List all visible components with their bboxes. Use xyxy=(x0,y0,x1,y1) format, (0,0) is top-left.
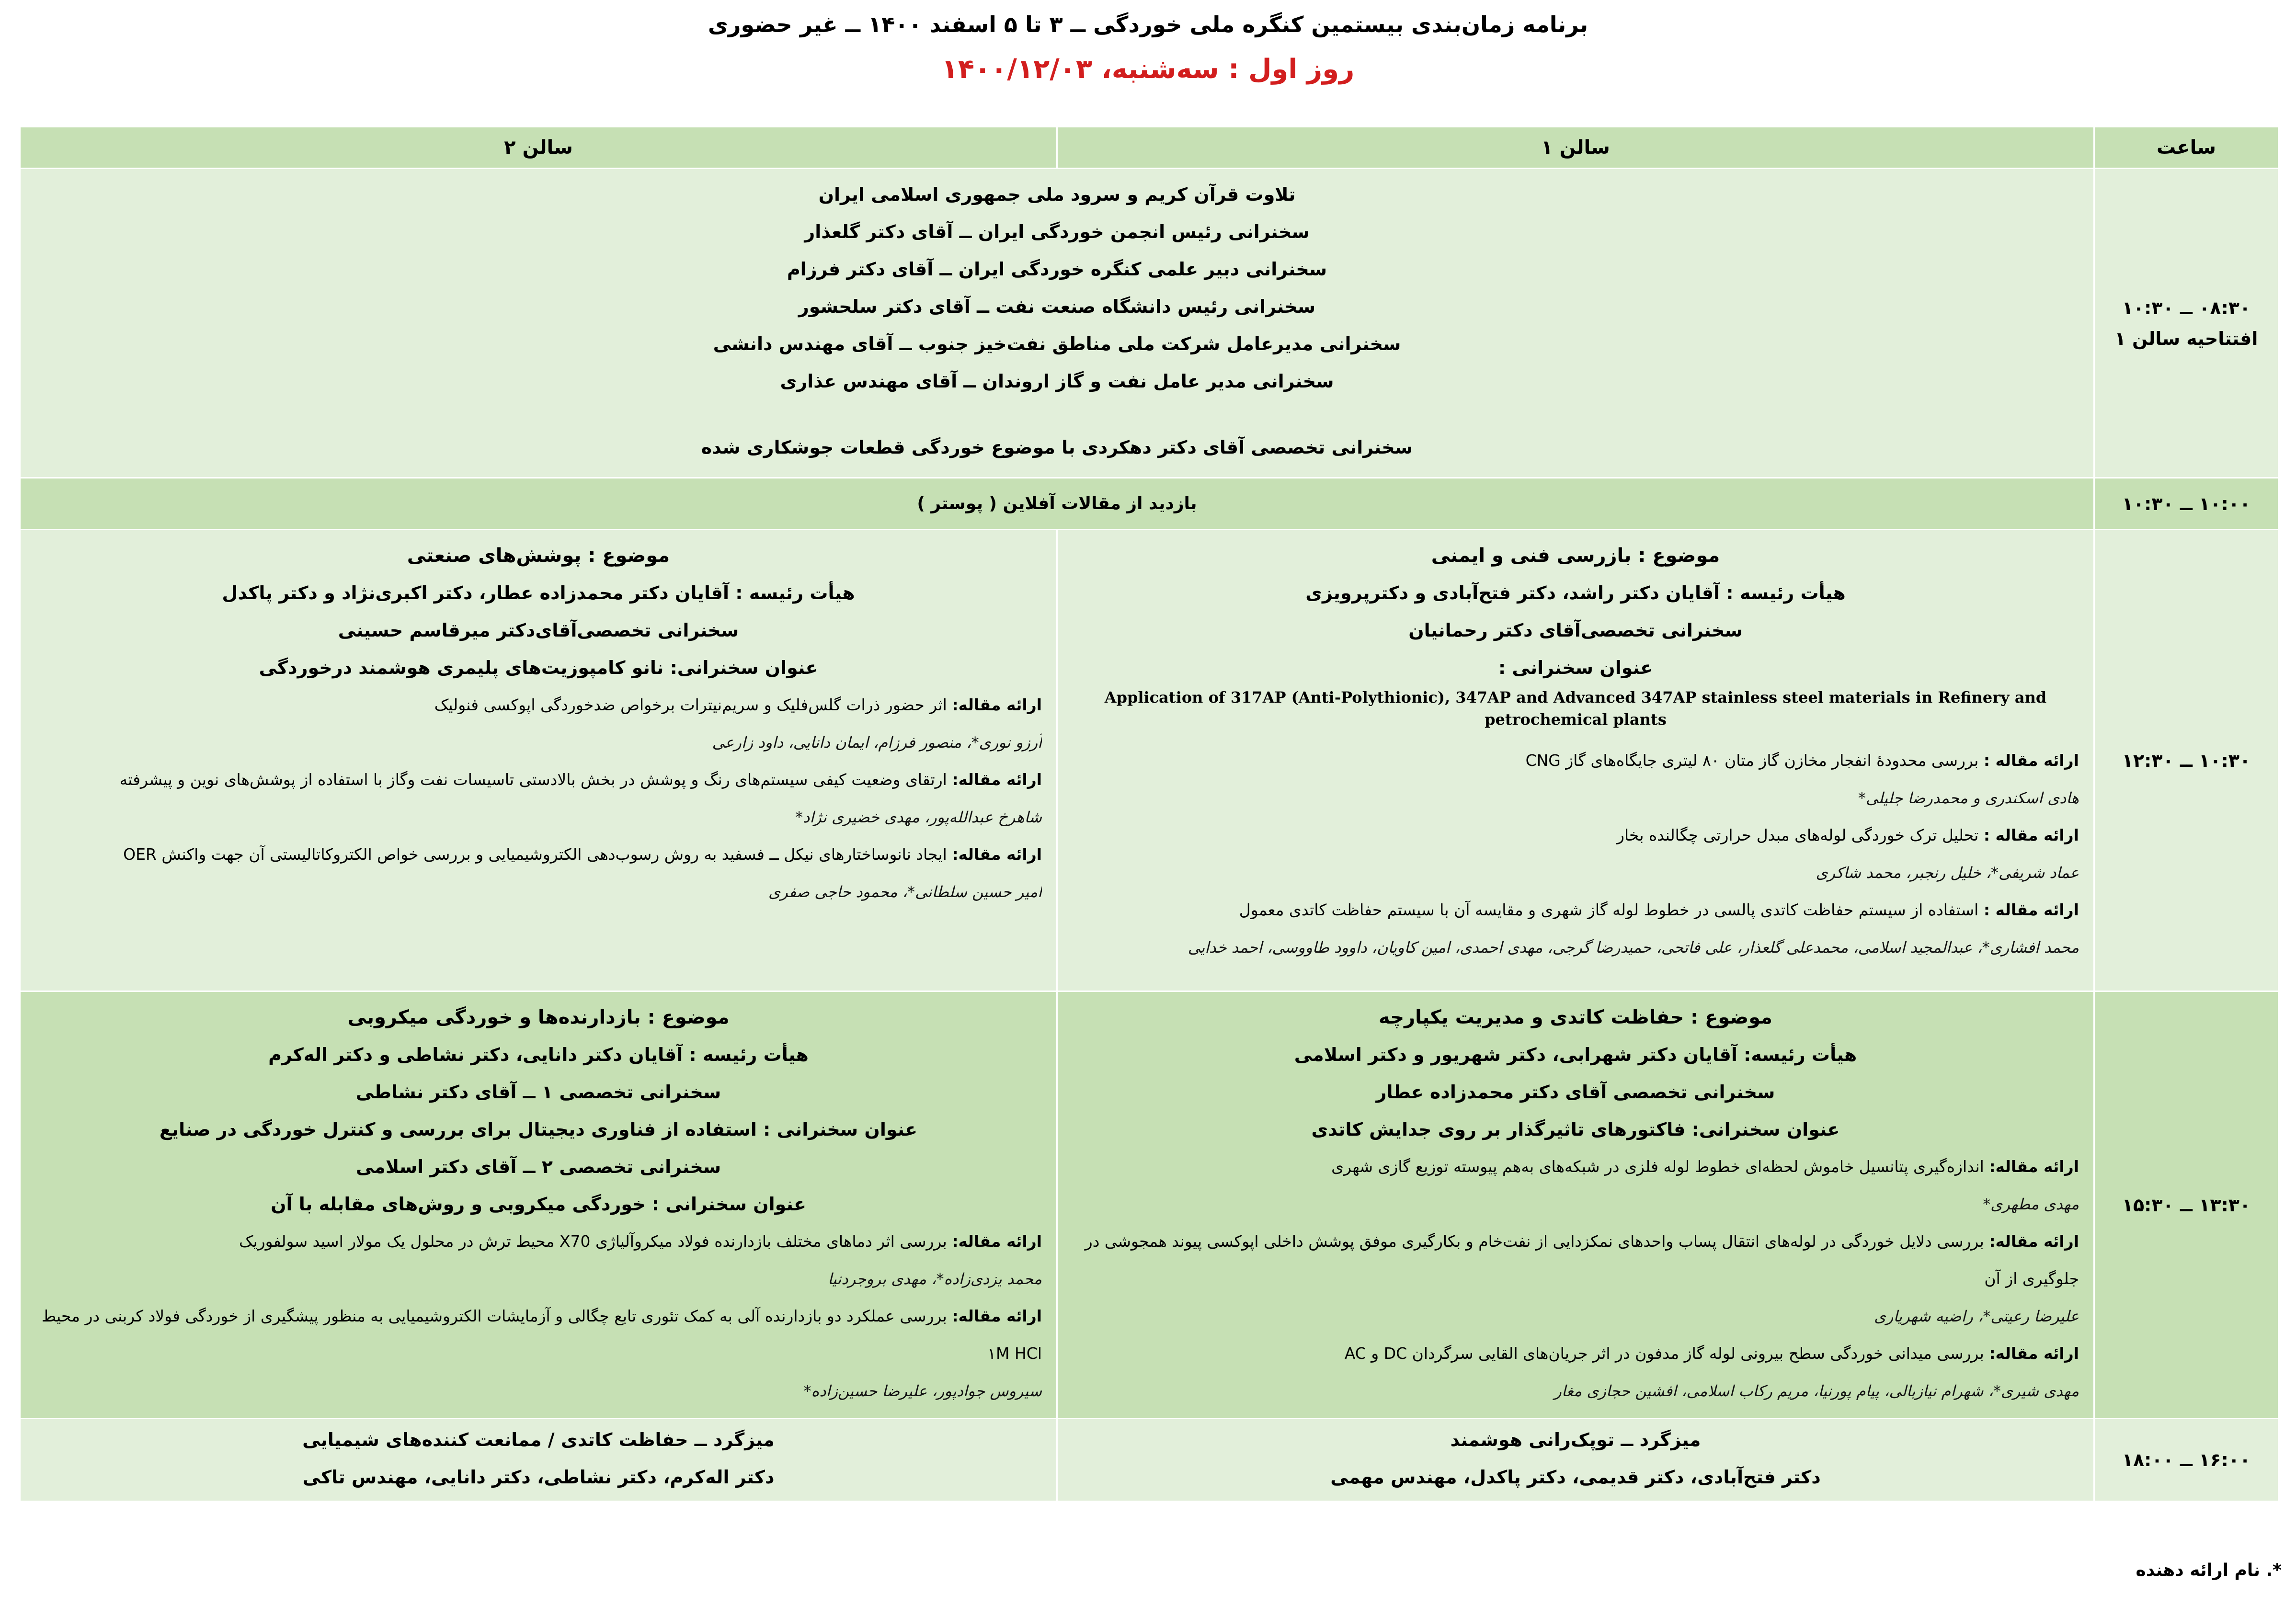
paper-label: ارائه مقاله : xyxy=(1983,900,2079,919)
roundtable-hall2-people: دکتر اله‌کرم، دکتر نشاطی، دکتر دانایی، مهندس تاکی xyxy=(302,1467,775,1488)
opening-line: سخنرانی رئیس انجمن خوردگی ایران ــ آقای دکتر گلعذار xyxy=(804,221,1310,242)
paper-authors: مهدی مطهری* xyxy=(1983,1195,2079,1213)
session2-hall1-talk: عنوان سخنرانی: فاکتورهای تاثیرگذار بر روی جدایش کاتدی xyxy=(1311,1119,1840,1140)
paper-authors: محمد افشاری*، عبدالمجید اسلامی، محمدعلی گلعذار، علی فاتحی، حمیدرضا گرجی، مهدی احمدی، امین کاویان، داوود طاووسی، احمد خدایی xyxy=(1188,938,2079,957)
paper-label: ارائه مقاله: xyxy=(952,1232,1042,1251)
paper-title: ارائه مقاله: اندازه‌گیری پتانسیل خاموش لحظه‌ای خطوط لوله فلزی در شبکه‌های به‌هم پیوسته توزیع گازی شهری xyxy=(1331,1157,2079,1176)
paper-authors: امیر حسین سلطانی*، محمود حاجی صفری xyxy=(768,883,1042,901)
roundtable-time: ۱۶:۰۰ ــ ۱۸:۰۰ xyxy=(2094,1419,2279,1502)
paper-title: ارائه مقاله: اثر حضور ذرات گلس‌فلیک و سریم‌نیترات برخواص ضدخوردگی اپوکسی فنولیک xyxy=(434,695,1042,714)
session1-hall2-talk: عنوان سخنرانی: نانو کامپوزیت‌های پلیمری هوشمند درخوردگی xyxy=(259,657,818,678)
session1-hall2-chair: هیأت رئیسه : آقایان دکتر محمدزاده عطار، دکتر اکبری‌نژاد و دکتر پاکدل xyxy=(222,582,855,604)
table-row-opening xyxy=(20,169,2279,478)
session2-hall2 xyxy=(20,991,1057,1419)
paper-authors: مهدی شیری*، شهرام نیازبالی، پیام پورنیا، مریم رکاب اسلامی، افشین حجازی مغار xyxy=(1554,1382,2079,1400)
paper-title: ارائه مقاله: بررسی دلایل خوردگی در لوله‌های انتقال پساب واحدهای نمکزدایی از نفت‌خام و بکارگیری موفق پوشش داخلی اپوکسی پیوند همجوشی در جلوگیری از آن xyxy=(1085,1232,2079,1288)
roundtable-hall2 xyxy=(20,1419,1057,1502)
header-hall2: سالن ۲ xyxy=(20,127,1057,169)
page-subtitle: روز اول : سه‌شنبه، ۱۴۰۰/۱۲/۰۳ xyxy=(941,54,1355,85)
header-time: ساعت xyxy=(2094,127,2279,169)
session2-hall2-talk1: عنوان سخنرانی : استفاده از فناوری دیجیتال برای بررسی و کنترل خوردگی در صنایع xyxy=(159,1119,918,1140)
paper-label: ارائه مقاله: xyxy=(952,845,1042,864)
opening-line: سخنرانی مدیرعامل شرکت ملی مناطق نفت‌خیز جنوب ــ آقای مهندس دانشی xyxy=(713,333,1401,354)
opening-line: سخنرانی دبیر علمی کنگره خوردگی ایران ــ آقای دکتر فرزام xyxy=(787,259,1327,280)
session2-hall1-keynote: سخنرانی تخصصی آقای دکتر محمدزاده عطار xyxy=(1376,1082,1775,1103)
poster-text: بازدید از مقالات آفلاین ( پوستر ) xyxy=(917,493,1197,513)
paper-authors: محمد یزدی‌زاده*، مهدی بروجردنیا xyxy=(828,1270,1042,1288)
session1-hall1-topic: موضوع : بازرسی فنی و ایمنی xyxy=(1431,545,1720,567)
session2-hall2-keynote2: سخنرانی تخصصی ۲ ــ آقای دکتر اسلامی xyxy=(355,1156,721,1177)
session1-hall1-talk-title: Application of 317AP (Anti-Polythionic), 347AP and Advanced 347AP stainless steel materials in Refinery and petrochemical plants xyxy=(1104,688,2047,729)
paper-label: ارائه مقاله: xyxy=(952,1307,1042,1325)
session2-hall1 xyxy=(1057,991,2094,1419)
poster-time: ۱۰:۰۰ ــ ۱۰:۳۰ xyxy=(2094,478,2279,530)
opening-content xyxy=(20,169,2094,478)
roundtable-hall1 xyxy=(1057,1419,2094,1502)
session2-hall2-talk2: عنوان سخنرانی : خوردگی میکروبی و روش‌های مقابله با آن xyxy=(271,1194,806,1215)
paper-title: ارائه مقاله : بررسی محدودهٔ انفجار مخازن گاز متان ۸۰ لیتری جایگاه‌های گاز CNG xyxy=(1525,751,2079,770)
paper-title: ارائه مقاله: ایجاد نانوساختارهای نیکل ــ فسفید به روش رسوب‌دهی الکتروشیمیایی و بررسی خواص الکتروکاتالیستی آن جهت واکنش OER xyxy=(123,845,1042,864)
footnote: *. نام ارائه دهنده xyxy=(2136,1560,2282,1580)
paper-title: ارائه مقاله: بررسی اثر دماهای مختلف بازدارنده فولاد میکروآلیاژی X70 محیط ترش در محلول یک مولار اسید سولفوریک xyxy=(239,1232,1042,1251)
paper-authors: هادی اسکندری و محمدرضا جلیلی* xyxy=(1858,789,2079,807)
paper-label: ارائه مقاله: xyxy=(1989,1157,2079,1176)
paper-label: ارائه مقاله: xyxy=(952,695,1042,714)
paper-authors: علیرضا رعیتی*، راضیه شهریاری xyxy=(1874,1307,2079,1325)
paper-label: ارائه مقاله : xyxy=(1983,751,2079,770)
session1-time: ۱۰:۳۰ ــ ۱۲:۳۰ xyxy=(2094,530,2279,991)
roundtable-hall1-people: دکتر فتح‌آبادی، دکتر قدیمی، دکتر پاکدل، مهندس مهمی xyxy=(1330,1467,1821,1488)
opening-time: ۰۸:۳۰ ــ ۱۰:۳۰ xyxy=(2122,297,2251,319)
roundtable-hall1-title: میزگرد ــ توپک‌رانی هوشمند xyxy=(1450,1429,1701,1450)
poster-cell xyxy=(20,478,2094,530)
session1-hall1-chair: هیأت رئیسه : آقایان دکتر راشد، دکتر فتح‌آبادی و دکترپرویزی xyxy=(1305,582,1846,604)
session1-hall1 xyxy=(1057,530,2094,991)
session1-hall2 xyxy=(20,530,1057,991)
paper-authors: آرزو نوری*، منصور فرزام، ایمان دانایی، داود زارعی xyxy=(712,733,1042,752)
paper-authors: عماد شریفی*، خلیل رنجبر، محمد شاکری xyxy=(1816,864,2079,882)
paper-title: ارائه مقاله : استفاده از سیستم حفاظت کاتدی پالسی در خطوط لوله گاز شهری و مقایسه آن با سیستم حفاظت کاتدی معمول xyxy=(1239,900,2079,919)
session2-time: ۱۳:۳۰ ــ ۱۵:۳۰ xyxy=(2094,991,2279,1419)
opening-line: تلاوت قرآن کریم و سرود ملی جمهوری اسلامی ایران xyxy=(818,184,1296,205)
opening-special-talk: سخنرانی تخصصی آقای دکتر دهکردی با موضوع خوردگی قطعات جوشکاری شده xyxy=(701,437,1413,458)
paper-title: ارائه مقاله: بررسی عملکرد دو بازدارنده آلی به کمک تئوری تابع چگالی و آزمایشات الکتروشیمیایی به منظور پیشگیری از خوردگی فولاد کربنی در محیط ۱M HCl xyxy=(41,1307,1042,1363)
header-hall1: سالن ۱ xyxy=(1057,127,2094,169)
table-row-roundtable xyxy=(20,1419,2279,1502)
table-header-row xyxy=(20,127,2279,169)
session2-hall2-topic: موضوع : بازدارنده‌ها و خوردگی میکروبی xyxy=(347,1006,730,1028)
paper-label: ارائه مقاله: xyxy=(1989,1232,2079,1251)
paper-authors: سیروس جوادپور، علیرضا حسین‌زاده* xyxy=(803,1382,1042,1400)
opening-time-cell xyxy=(2094,169,2279,478)
page-title: برنامه زمان‌بندی بیستمین کنگره ملی خوردگی ــ ۳ تا ۵ اسفند ۱۴۰۰ ــ غیر حضوری xyxy=(708,11,1588,37)
table-row-poster xyxy=(20,478,2279,530)
schedule-table xyxy=(19,126,2279,1502)
session2-hall2-keynote1: سخنرانی تخصصی ۱ ــ آقای دکتر نشاطی xyxy=(355,1082,721,1103)
opening-label: افتتاحیه سالن ۱ xyxy=(2114,328,2258,349)
session2-hall2-chair: هیأت رئیسه : آقایان دکتر دانایی، دکتر نشاطی و دکتر اله‌کرم xyxy=(268,1044,809,1065)
paper-title: ارائه مقاله : تحلیل ترک خوردگی لوله‌های مبدل حرارتی چگالنده بخار xyxy=(1617,826,2079,844)
table-row-session1 xyxy=(20,530,2279,991)
paper-title: ارائه مقاله: ارتقای وضعیت کیفی سیستم‌های رنگ و پوشش در بخش بالادستی تاسیسات نفت وگاز با استفاده از پوشش‌های نوین و پیشرفته xyxy=(119,770,1042,789)
opening-line: سخنرانی مدیر عامل نفت و گاز اروندان ــ آقای مهندس عذاری xyxy=(780,371,1334,392)
session2-hall1-chair: هیأت رئیسه: آقایان دکتر شهرابی، دکتر شهریور و دکتر اسلامی xyxy=(1294,1044,1857,1065)
paper-label: ارائه مقاله : xyxy=(1983,826,2079,844)
paper-label: ارائه مقاله: xyxy=(952,770,1042,789)
paper-title: ارائه مقاله: بررسی میدانی خوردگی سطح بیرونی لوله گاز مدفون در اثر جریان‌های القایی سرگردان DC و AC xyxy=(1344,1344,2079,1363)
session1-hall2-topic: موضوع : پوشش‌های صنعتی xyxy=(407,545,670,567)
session1-hall2-keynote: سخنرانی تخصصی‌آقای‌دکتر میرقاسم حسینی xyxy=(338,620,739,641)
paper-label: ارائه مقاله: xyxy=(1989,1344,2079,1363)
session1-hall1-talk-label: عنوان سخنرانی : xyxy=(1498,657,1653,678)
paper-authors: شاهرخ عبدالله‌پور، مهدی خضیری نژاد* xyxy=(795,808,1042,826)
session2-hall1-topic: موضوع : حفاظت کاتدی و مدیریت یکپارچه xyxy=(1379,1006,1772,1028)
session1-hall1-keynote: سخنرانی تخصصی‌آقای دکتر رحمانیان xyxy=(1408,620,1743,641)
roundtable-hall2-title: میزگرد ــ حفاظت کاتدی / ممانعت کننده‌های شیمیایی xyxy=(302,1429,775,1450)
table-row-session2 xyxy=(20,991,2279,1419)
opening-line: سخنرانی رئیس دانشگاه صنعت نفت ــ آقای دکتر سلحشور xyxy=(798,296,1316,317)
